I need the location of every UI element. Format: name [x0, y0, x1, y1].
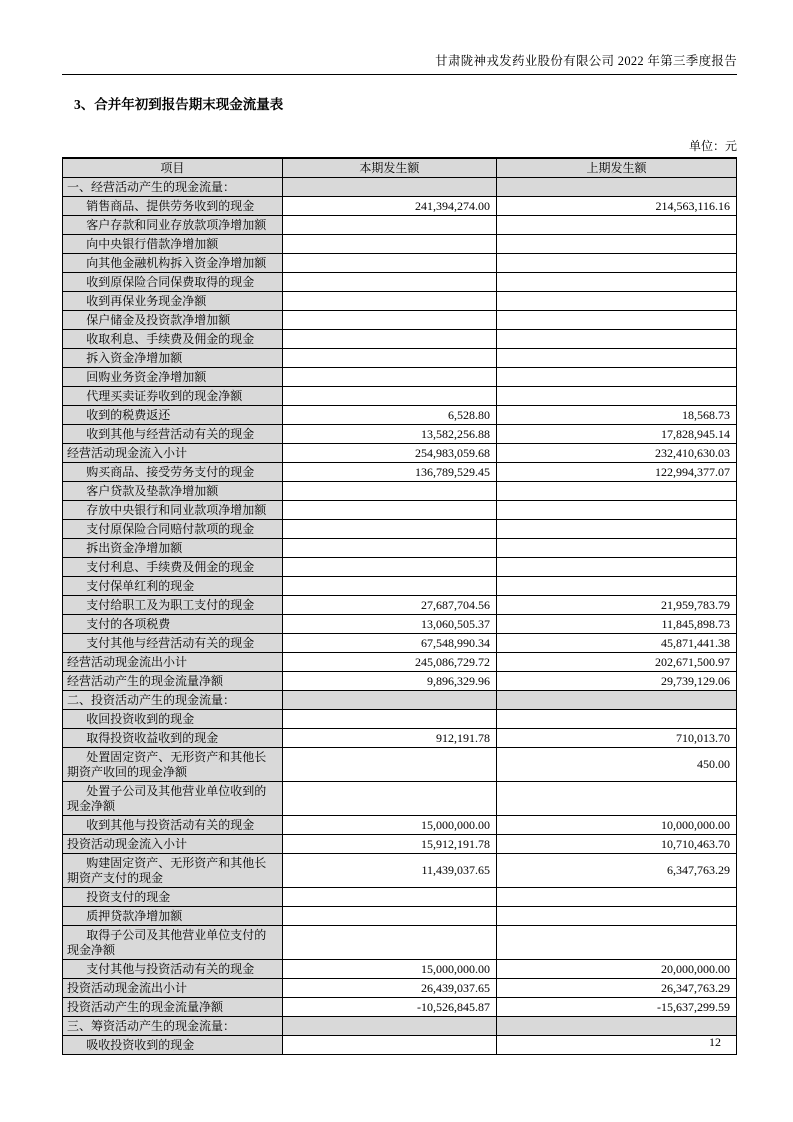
previous-period-amount: 450.00 — [497, 748, 737, 782]
page-content — [62, 0, 737, 1055]
row-label: 销售商品、提供劳务收到的现金 — [63, 197, 283, 216]
previous-period-amount — [497, 782, 737, 816]
table-row — [63, 596, 737, 615]
previous-period-amount — [497, 330, 737, 349]
previous-period-amount — [497, 710, 737, 729]
row-label: 一、经营活动产生的现金流量： — [63, 178, 283, 197]
current-period-amount — [282, 311, 496, 330]
previous-period-amount — [497, 349, 737, 368]
previous-period-amount: 232,410,630.03 — [497, 444, 737, 463]
current-period-amount — [282, 501, 496, 520]
current-period-amount — [282, 330, 496, 349]
previous-period-amount — [497, 501, 737, 520]
table-body — [63, 178, 737, 1055]
table-row — [63, 816, 737, 835]
previous-period-amount: 17,828,945.14 — [497, 425, 737, 444]
previous-period-amount — [497, 577, 737, 596]
previous-period-amount — [497, 368, 737, 387]
current-period-amount — [282, 907, 496, 926]
column-header-previous-period: 上期发生额 — [497, 158, 737, 178]
current-period-amount — [282, 691, 496, 710]
previous-period-amount: 11,845,898.73 — [497, 615, 737, 634]
row-label: 吸收投资收到的现金 — [63, 1036, 283, 1055]
current-period-amount: 9,896,329.96 — [282, 672, 496, 691]
row-label: 投资支付的现金 — [63, 888, 283, 907]
table-row — [63, 748, 737, 782]
previous-period-amount — [497, 691, 737, 710]
current-period-amount — [282, 235, 496, 254]
table-row — [63, 1036, 737, 1055]
row-label: 支付给职工及为职工支付的现金 — [63, 596, 283, 615]
current-period-amount: 136,789,529.45 — [282, 463, 496, 482]
row-label: 购买商品、接受劳务支付的现金 — [63, 463, 283, 482]
row-label: 取得投资收益收到的现金 — [63, 729, 283, 748]
table-row — [63, 998, 737, 1017]
current-period-amount — [282, 748, 496, 782]
previous-period-amount: 29,739,129.06 — [497, 672, 737, 691]
row-label: 三、筹资活动产生的现金流量： — [63, 1017, 283, 1036]
previous-period-amount: 202,671,500.97 — [497, 653, 737, 672]
current-period-amount — [282, 710, 496, 729]
previous-period-amount: -15,637,299.59 — [497, 998, 737, 1017]
current-period-amount: 254,983,059.68 — [282, 444, 496, 463]
previous-period-amount: 20,000,000.00 — [497, 960, 737, 979]
current-period-amount — [282, 349, 496, 368]
current-period-amount: 26,439,037.65 — [282, 979, 496, 998]
table-row — [63, 539, 737, 558]
row-label: 收到其他与投资活动有关的现金 — [63, 816, 283, 835]
previous-period-amount — [497, 888, 737, 907]
row-label: 存放中央银行和同业款项净增加额 — [63, 501, 283, 520]
current-period-amount: 13,060,505.37 — [282, 615, 496, 634]
row-label: 收回投资收到的现金 — [63, 710, 283, 729]
current-period-amount: 11,439,037.65 — [282, 854, 496, 888]
current-period-amount: 912,191.78 — [282, 729, 496, 748]
previous-period-amount — [497, 273, 737, 292]
table-row — [63, 653, 737, 672]
table-row — [63, 577, 737, 596]
row-label: 支付其他与投资活动有关的现金 — [63, 960, 283, 979]
previous-period-amount — [497, 235, 737, 254]
table-row — [63, 387, 737, 406]
table-row — [63, 979, 737, 998]
current-period-amount: 241,394,274.00 — [282, 197, 496, 216]
row-label: 处置固定资产、无形资产和其他长期资产收回的现金净额 — [63, 748, 283, 782]
current-period-amount — [282, 216, 496, 235]
row-label: 保户储金及投资款净增加额 — [63, 311, 283, 330]
table-row — [63, 960, 737, 979]
table-row — [63, 729, 737, 748]
row-label: 向中央银行借款净增加额 — [63, 235, 283, 254]
cash-flow-table — [62, 157, 737, 1055]
previous-period-amount: 214,563,116.16 — [497, 197, 737, 216]
table-row — [63, 1017, 737, 1036]
row-label: 经营活动现金流出小计 — [63, 653, 283, 672]
previous-period-amount — [497, 1036, 737, 1055]
table-row — [63, 292, 737, 311]
previous-period-amount: 45,871,441.38 — [497, 634, 737, 653]
table-row — [63, 482, 737, 501]
current-period-amount — [282, 782, 496, 816]
row-label: 客户贷款及垫款净增加额 — [63, 482, 283, 501]
row-label: 收到其他与经营活动有关的现金 — [63, 425, 283, 444]
previous-period-amount — [497, 558, 737, 577]
previous-period-amount — [497, 926, 737, 960]
current-period-amount: 15,912,191.78 — [282, 835, 496, 854]
table-row — [63, 888, 737, 907]
table-row — [63, 691, 737, 710]
row-label: 收到的税费返还 — [63, 406, 283, 425]
current-period-amount: -10,526,845.87 — [282, 998, 496, 1017]
table-row — [63, 926, 737, 960]
current-period-amount: 6,528.80 — [282, 406, 496, 425]
table-header-row — [63, 158, 737, 178]
row-label: 二、投资活动产生的现金流量： — [63, 691, 283, 710]
current-period-amount — [282, 273, 496, 292]
current-period-amount: 15,000,000.00 — [282, 960, 496, 979]
previous-period-amount — [497, 1017, 737, 1036]
row-label: 购建固定资产、无形资产和其他长期资产支付的现金 — [63, 854, 283, 888]
table-row — [63, 216, 737, 235]
current-period-amount: 67,548,990.34 — [282, 634, 496, 653]
row-label: 投资活动现金流入小计 — [63, 835, 283, 854]
current-period-amount — [282, 1017, 496, 1036]
current-period-amount — [282, 926, 496, 960]
column-header-item: 项目 — [63, 158, 283, 178]
previous-period-amount: 710,013.70 — [497, 729, 737, 748]
row-label: 支付的各项税费 — [63, 615, 283, 634]
row-label: 拆入资金净增加额 — [63, 349, 283, 368]
current-period-amount: 27,687,704.56 — [282, 596, 496, 615]
previous-period-amount: 122,994,377.07 — [497, 463, 737, 482]
row-label: 经营活动产生的现金流量净额 — [63, 672, 283, 691]
table-row — [63, 425, 737, 444]
previous-period-amount — [497, 216, 737, 235]
row-label: 质押贷款净增加额 — [63, 907, 283, 926]
row-label: 客户存款和同业存放款项净增加额 — [63, 216, 283, 235]
row-label: 支付原保险合同赔付款项的现金 — [63, 520, 283, 539]
table-row — [63, 235, 737, 254]
document-header — [62, 0, 737, 75]
table-row — [63, 349, 737, 368]
current-period-amount: 15,000,000.00 — [282, 816, 496, 835]
previous-period-amount — [497, 520, 737, 539]
row-label: 投资活动产生的现金流量净额 — [63, 998, 283, 1017]
column-header-current-period: 本期发生额 — [282, 158, 496, 178]
table-row — [63, 672, 737, 691]
current-period-amount — [282, 387, 496, 406]
page-number: 12 — [709, 1035, 721, 1049]
table-row — [63, 311, 737, 330]
previous-period-amount: 6,347,763.29 — [497, 854, 737, 888]
row-label: 向其他金融机构拆入资金净增加额 — [63, 254, 283, 273]
table-row — [63, 615, 737, 634]
previous-period-amount: 26,347,763.29 — [497, 979, 737, 998]
previous-period-amount — [497, 178, 737, 197]
previous-period-amount — [497, 482, 737, 501]
table-row — [63, 330, 737, 349]
row-label: 经营活动现金流入小计 — [63, 444, 283, 463]
current-period-amount — [282, 1036, 496, 1055]
table-row — [63, 835, 737, 854]
current-period-amount — [282, 539, 496, 558]
current-period-amount — [282, 292, 496, 311]
table-row — [63, 368, 737, 387]
table-row — [63, 558, 737, 577]
table-row — [63, 710, 737, 729]
row-label: 投资活动现金流出小计 — [63, 979, 283, 998]
table-row — [63, 273, 737, 292]
previous-period-amount — [497, 907, 737, 926]
previous-period-amount: 10,710,463.70 — [497, 835, 737, 854]
current-period-amount — [282, 888, 496, 907]
current-period-amount — [282, 577, 496, 596]
current-period-amount: 13,582,256.88 — [282, 425, 496, 444]
current-period-amount — [282, 254, 496, 273]
previous-period-amount — [497, 292, 737, 311]
table-row — [63, 907, 737, 926]
row-label: 收到再保业务现金净额 — [63, 292, 283, 311]
row-label: 拆出资金净增加额 — [63, 539, 283, 558]
unit-label: 单位：元 — [688, 139, 737, 153]
row-label: 处置子公司及其他营业单位收到的现金净额 — [63, 782, 283, 816]
previous-period-amount: 21,959,783.79 — [497, 596, 737, 615]
previous-period-amount: 18,568.73 — [497, 406, 737, 425]
table-row — [63, 463, 737, 482]
table-row — [63, 178, 737, 197]
row-label: 支付利息、手续费及佣金的现金 — [63, 558, 283, 577]
row-label: 收取利息、手续费及佣金的现金 — [63, 330, 283, 349]
table-row — [63, 501, 737, 520]
table-row — [63, 254, 737, 273]
table-row — [63, 520, 737, 539]
current-period-amount — [282, 482, 496, 501]
previous-period-amount — [497, 311, 737, 330]
row-label: 回购业务资金净增加额 — [63, 368, 283, 387]
table-row — [63, 197, 737, 216]
table-row — [63, 634, 737, 653]
row-label: 支付其他与经营活动有关的现金 — [63, 634, 283, 653]
current-period-amount — [282, 368, 496, 387]
table-row — [63, 854, 737, 888]
previous-period-amount: 10,000,000.00 — [497, 816, 737, 835]
current-period-amount — [282, 178, 496, 197]
current-period-amount — [282, 558, 496, 577]
row-label: 支付保单红利的现金 — [63, 577, 283, 596]
section-title: 3、合并年初到报告期末现金流量表 — [74, 97, 284, 112]
table-row — [63, 444, 737, 463]
previous-period-amount — [497, 539, 737, 558]
previous-period-amount — [497, 254, 737, 273]
table-row — [63, 782, 737, 816]
previous-period-amount — [497, 387, 737, 406]
table-row — [63, 406, 737, 425]
row-label: 代理买卖证券收到的现金净额 — [63, 387, 283, 406]
row-label: 取得子公司及其他营业单位支付的现金净额 — [63, 926, 283, 960]
current-period-amount: 245,086,729.72 — [282, 653, 496, 672]
row-label: 收到原保险合同保费取得的现金 — [63, 273, 283, 292]
report-header-title: 甘肃陇神戎发药业股份有限公司 2022 年第三季度报告 — [435, 54, 737, 68]
current-period-amount — [282, 520, 496, 539]
